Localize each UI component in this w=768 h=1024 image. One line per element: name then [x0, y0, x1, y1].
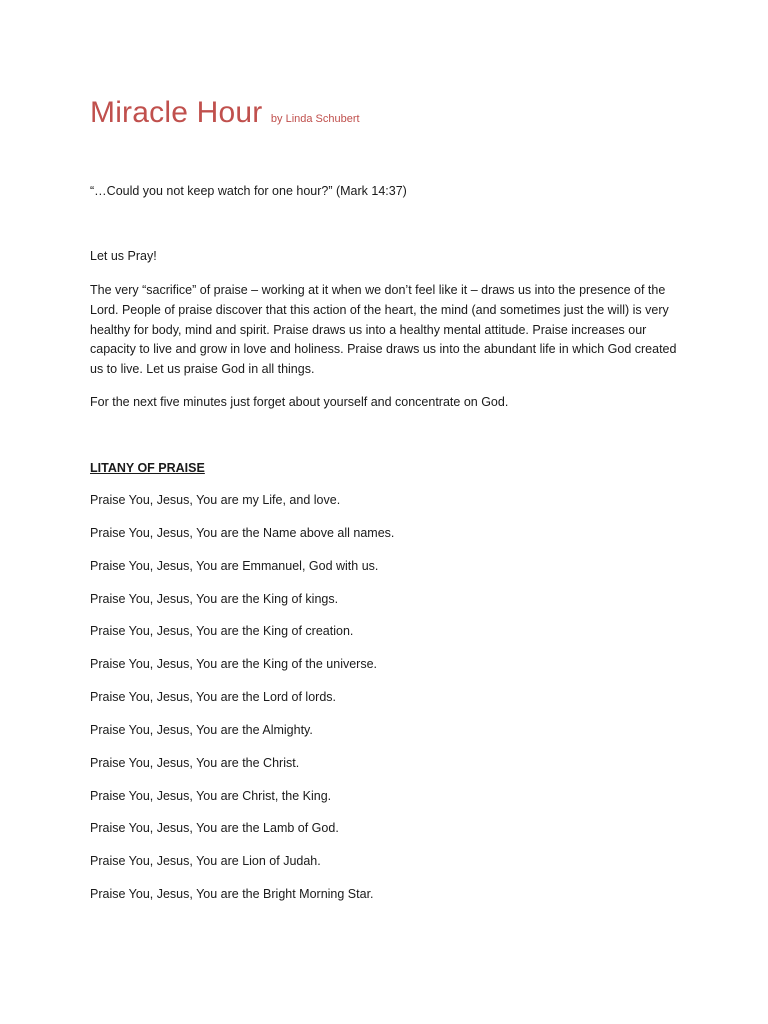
litany-heading: LITANY OF PRAISE: [90, 460, 205, 475]
litany-line: Praise You, Jesus, You are the King of kings.: [90, 591, 339, 606]
litany-line: Praise You, Jesus, You are the Name above all names.: [90, 525, 395, 540]
litany-line: Praise You, Jesus, You are Christ, the King.: [90, 788, 332, 803]
litany-line: Praise You, Jesus, You are Lion of Judah.: [90, 854, 321, 869]
litany-line: Praise You, Jesus, You are the Almighty.: [90, 722, 313, 737]
scripture-epigraph: “…Could you not keep watch for one hour?” (Mark 14:37): [90, 184, 407, 198]
litany-list: [90, 492, 680, 902]
litany-line: Praise You, Jesus, You are the Lamb of God.: [90, 821, 339, 836]
author-byline: by Linda Schubert: [270, 113, 360, 125]
litany-line: Praise You, Jesus, You are the Bright Morning Star.: [90, 887, 374, 902]
litany-line: Praise You, Jesus, You are the King of creation.: [90, 624, 354, 639]
intro-paragraph: The very “sacrifice” of praise – working at it when we don’t feel like it – draws us into the presence of the Lord. People of praise discover that this action of the heart, the mind (and sometimes just the will) is very healthy for body, mind and spirit. Praise draws us into a healthy mental attitude. Praise increases our capacity to live and grow in love and holiness. Praise draws us into the abundant life in which God created us to live. Let us praise God in all things.: [90, 283, 677, 377]
litany-line: Praise You, Jesus, You are the King of the universe.: [90, 657, 378, 672]
litany-line: Praise You, Jesus, You are the Lord of lords.: [90, 690, 337, 705]
litany-line: Praise You, Jesus, You are my Life, and love.: [90, 492, 341, 507]
title-row: [90, 96, 680, 136]
litany-line: Praise You, Jesus, You are Emmanuel, God with us.: [90, 558, 379, 573]
opening-line: Let us Pray!: [90, 249, 157, 263]
document-body: [90, 96, 680, 919]
litany-line: Praise You, Jesus, You are the Christ.: [90, 755, 300, 770]
instruction-line: For the next five minutes just forget about yourself and concentrate on God.: [90, 394, 509, 409]
document-title: Miracle Hour: [90, 96, 263, 129]
